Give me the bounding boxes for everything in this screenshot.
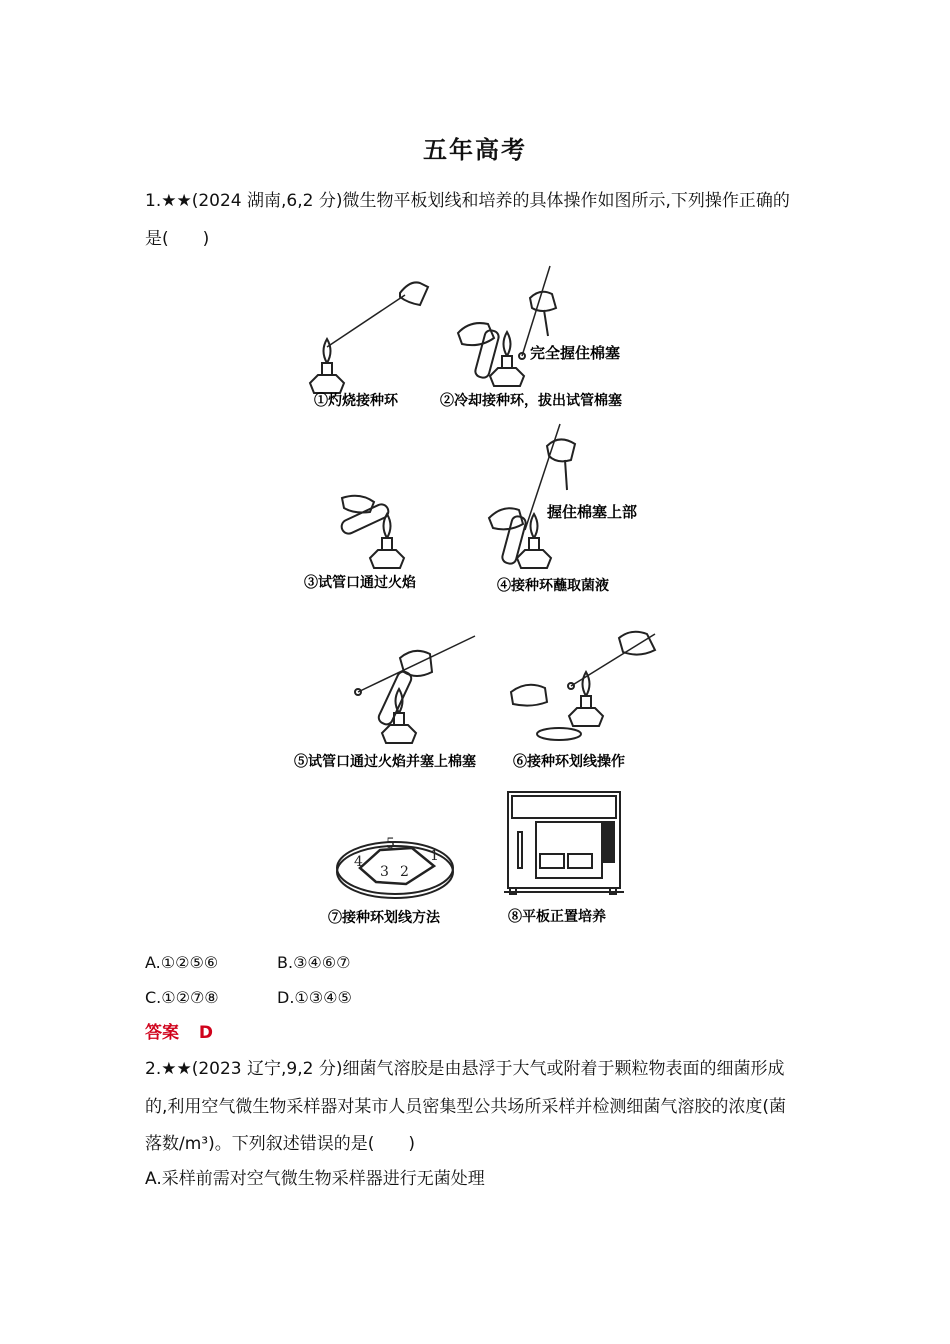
figure-step-6 (505, 628, 665, 775)
inoculating-loop-icon (327, 295, 405, 347)
streak-number-3: 3 (380, 864, 389, 880)
figure-step-2 (440, 258, 660, 418)
q2-stem-line2: 的,利用空气微生物采样器对某市人员密集型公共场所采样并检测细菌气溶胶的浓度(菌 (145, 1097, 787, 1117)
figure-step-8 (500, 788, 640, 930)
streak-number-5: 5 (386, 836, 395, 852)
hand-icon (530, 292, 556, 311)
caption-8: ⑧平板正置培养 (508, 909, 606, 925)
inoculating-loop-icon (571, 634, 655, 686)
streak-number-2: 2 (400, 864, 409, 880)
hand-icon (400, 651, 432, 676)
q1-stem-line1: 1.★★(2024 湖南,6,2 分)微生物平板划线和培养的具体操作如图所示,下列操作正确的 (145, 191, 790, 211)
alcohol-lamp-icon (569, 708, 603, 726)
caption-4: ④接种环蘸取菌液 (497, 578, 609, 594)
hand-icon (458, 323, 494, 345)
hand-icon (489, 508, 523, 529)
figure-step-1 (300, 265, 440, 415)
q2-stem-line3: 落数/m³)。下列叙述错误的是( ) (145, 1134, 415, 1154)
caption-3: ③试管口通过火焰 (304, 575, 416, 591)
caption-5: ⑤试管口通过火焰并塞上棉塞 (294, 754, 476, 770)
streak-number-4: 4 (354, 854, 363, 870)
streak-number-1: 1 (430, 848, 439, 864)
petri-dish-lid-icon (537, 728, 581, 740)
hand-icon (619, 632, 655, 655)
q1-option-d: D.①③④⑤ (277, 988, 352, 1007)
q1-option-a: A.①②⑤⑥ (145, 953, 219, 972)
page-title: 五年高考 (423, 135, 527, 164)
label-plug-full: 完全握住棉塞 (530, 344, 621, 362)
label-plug-top: 握住棉塞上部 (547, 503, 638, 521)
figure-step-5 (290, 630, 510, 775)
q2-option-a: A.采样前需对空气微生物采样器进行无菌处理 (145, 1169, 485, 1189)
test-tube-icon (339, 502, 390, 536)
caption-7: ⑦接种环划线方法 (328, 910, 440, 926)
alcohol-lamp-icon (517, 550, 551, 568)
caption-2: ②冷却接种环，拔出试管棉塞 (440, 393, 622, 409)
figure-step-7 (320, 830, 470, 930)
hand-icon (400, 282, 428, 305)
alcohol-lamp-icon (490, 368, 524, 386)
answer-label: 答案 (145, 1023, 179, 1043)
hand-icon (511, 685, 547, 706)
streak-pattern-icon (360, 848, 434, 884)
answer-value: D (198, 1023, 214, 1043)
alcohol-lamp-icon (382, 725, 416, 743)
test-tube-icon (474, 329, 500, 379)
figure-step-4 (485, 420, 675, 600)
alcohol-lamp-icon (370, 550, 404, 568)
inoculating-loop-icon (358, 636, 475, 692)
figure-step-3 (300, 490, 440, 600)
q1-option-b: B.③④⑥⑦ (277, 953, 351, 972)
q2-stem-line1: 2.★★(2023 辽宁,9,2 分)细菌气溶胶是由悬浮于大气或附着于颗粒物表面的细菌形成 (145, 1059, 785, 1079)
alcohol-lamp-icon (310, 375, 344, 393)
caption-1: ①灼烧接种环 (314, 393, 398, 409)
caption-6: ⑥接种环划线操作 (513, 754, 625, 770)
q1-stem-line2: 是( ) (145, 229, 210, 249)
incubator-icon (504, 792, 624, 894)
q1-answer (145, 1022, 213, 1044)
q1-option-c: C.①②⑦⑧ (145, 988, 219, 1007)
